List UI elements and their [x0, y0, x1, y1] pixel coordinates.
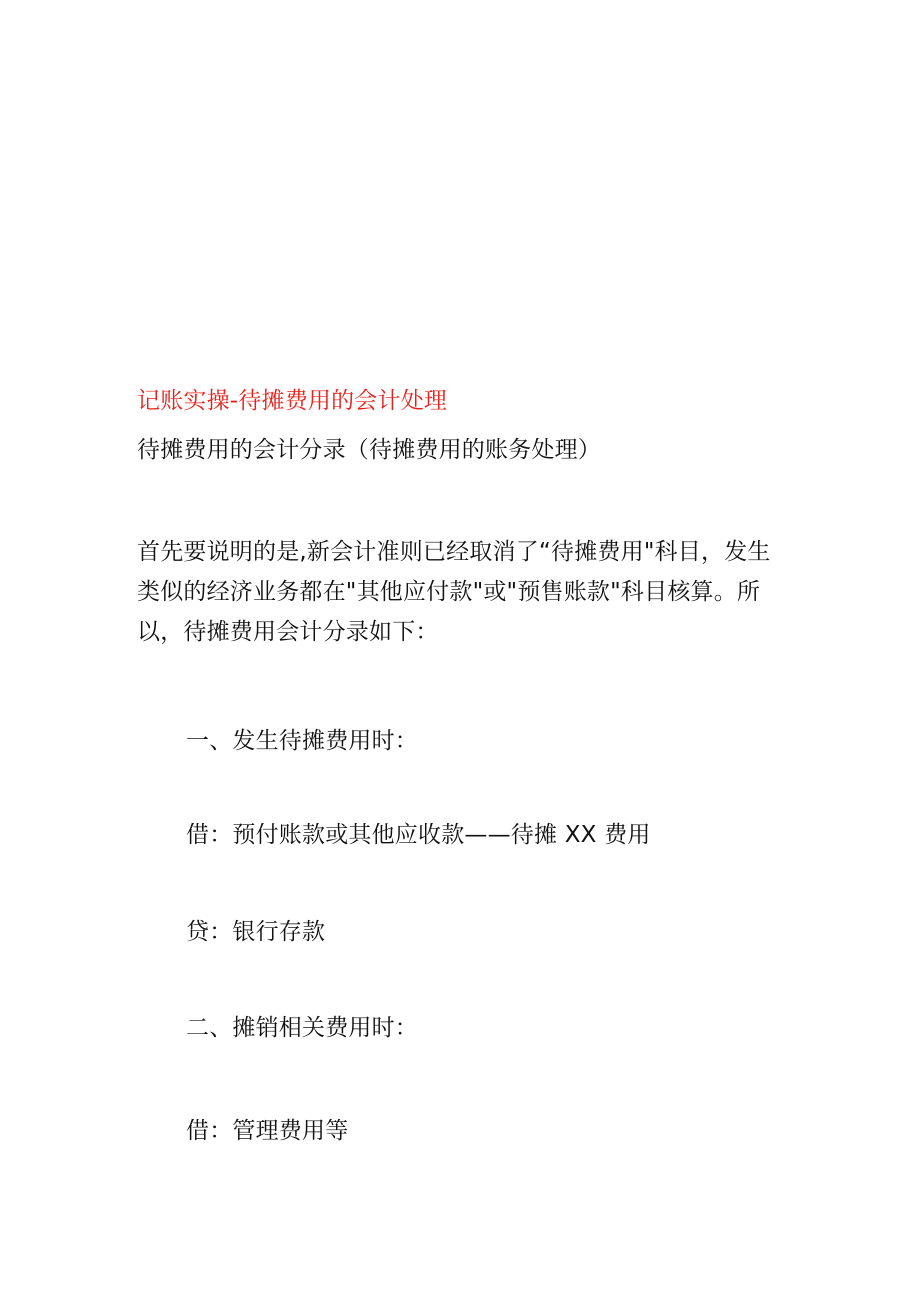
document-title: 记账实操-待摊费用的会计处理 [137, 388, 448, 414]
intro-line: 首先要说明的是,新会计准则已经取消了“待摊费用"科目，发生 [137, 539, 771, 565]
document-subtitle: 待摊费用的会计分录（待摊费用的账务处理） [137, 437, 601, 463]
intro-line: 以，待摊费用会计分录如下： [137, 619, 439, 645]
intro-line: 类似的经济业务都在"其他应付款"或"预售账款"科目核算。所 [137, 579, 761, 605]
section-2-heading: 二、摊销相关费用时： [186, 1015, 418, 1041]
intro-paragraph [137, 532, 797, 652]
section-1-credit-entry: 贷：银行存款 [186, 919, 326, 945]
section-2-debit-entry: 借：管理费用等 [186, 1118, 349, 1144]
section-1-heading: 一、发生待摊费用时： [186, 728, 418, 754]
section-1-debit-entry: 借：预付账款或其他应收款——待摊 XX 费用 [186, 822, 651, 848]
